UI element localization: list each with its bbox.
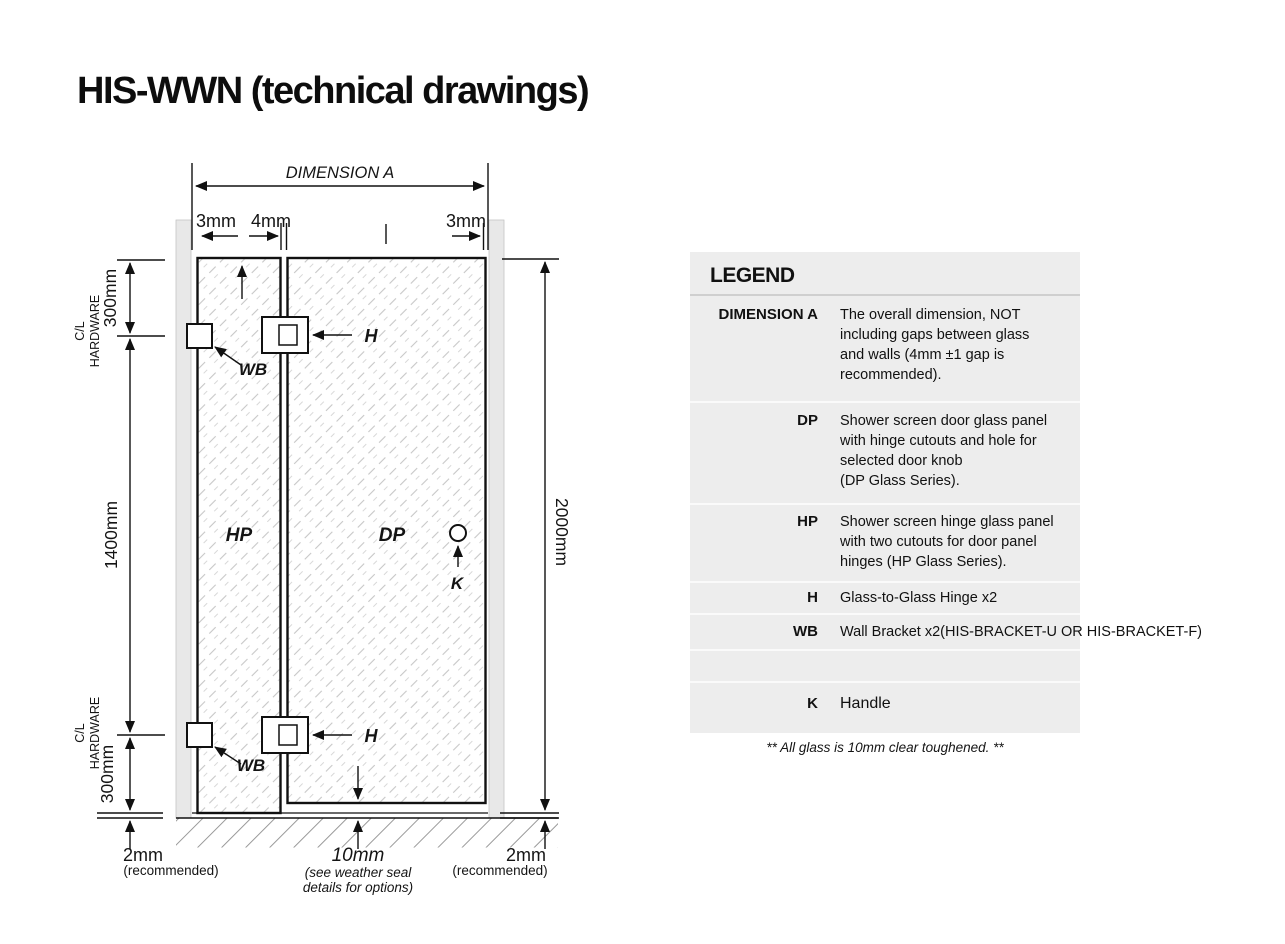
legend-row-dp — [690, 401, 1080, 503]
hinge-top-label: H — [364, 326, 378, 346]
legend-desc: Shower screen hinge glass panel with two cutouts for door panel hinges (HP Glass Series). — [840, 514, 1054, 570]
legend-header — [690, 252, 1080, 296]
legend-row-hp — [690, 503, 1080, 581]
legend-desc: Shower screen door glass panel with hinge cutouts and hole for selected door knob (DP Glass Series). — [840, 413, 1048, 489]
right-dimension — [500, 259, 559, 849]
hardware-span-middle-label: 1400mm — [101, 500, 121, 570]
panel-dp-label: DP — [378, 525, 406, 546]
glass-footnote: ** All glass is 10mm clear toughened. ** — [766, 740, 1004, 755]
hardware-offset-bottom-label: 300mm — [97, 744, 117, 804]
legend-key: DIMENSION A — [718, 306, 818, 323]
bracket-top-label: WB — [238, 360, 268, 379]
legend-key: DP — [797, 412, 818, 429]
height-total-label: 2000mm — [552, 497, 572, 567]
cl-hardware-top-line1: C/L — [73, 321, 87, 341]
legend-key: H — [807, 589, 818, 606]
legend-key: WB — [793, 623, 818, 640]
handle-label: K — [450, 574, 464, 593]
legend-row-h — [690, 581, 1080, 613]
gap-panels-label: 4mm — [251, 211, 291, 231]
floor-gap-center-label: 10mm — [331, 845, 385, 866]
gap-dimensions — [202, 223, 484, 250]
cl-hardware-top-line2: HARDWARE — [88, 294, 102, 368]
right-wall — [489, 220, 504, 818]
legend-title: LEGEND — [710, 264, 795, 287]
floor-gap-left-note: (recommended) — [123, 863, 219, 878]
cl-hardware-bottom-line1: C/L — [73, 723, 87, 743]
wall-bracket-bottom — [187, 723, 212, 747]
floor-gap-center-note1: (see weather seal — [304, 865, 412, 880]
cl-hardware-bottom-line2: HARDWARE — [88, 696, 102, 770]
page-title: HIS-WWN (technical drawings) — [77, 70, 589, 112]
legend-desc: Glass-to-Glass Hinge x2 — [840, 590, 998, 606]
floor-gap-right-label: 2mm — [506, 845, 546, 865]
legend-key: K — [807, 695, 818, 712]
handle-hole — [450, 525, 466, 541]
legend-desc: Handle — [840, 695, 891, 712]
legend-desc: The overall dimension, NOT including gaps between glass and walls (4mm ±1 gap is recommended). — [840, 307, 1030, 383]
floor-gap-left-label: 2mm — [123, 845, 163, 865]
panel-hp-label: HP — [225, 525, 253, 546]
floor-gap-center-note2: details for options) — [302, 880, 414, 895]
hardware-offset-top-label: 300mm — [100, 268, 120, 328]
gap-wall-left-label: 3mm — [196, 211, 236, 231]
wall-bracket-top — [187, 324, 212, 348]
legend-panel — [690, 252, 1203, 733]
legend-row-dimension-a — [690, 296, 1080, 401]
legend-row-k — [690, 681, 1080, 733]
gap-wall-right-label: 3mm — [446, 211, 486, 231]
dimension-a-label: DIMENSION A — [285, 164, 395, 182]
legend-key: HP — [797, 513, 818, 530]
legend-desc: Wall Bracket x2(HIS-BRACKET-U OR HIS-BRACKET-F) — [840, 624, 1203, 640]
hinge-bottom-label: H — [364, 726, 378, 746]
legend-row-spacer — [690, 649, 1080, 681]
floor-gap-right-note: (recommended) — [452, 863, 548, 878]
legend-row-wb — [690, 613, 1203, 649]
bracket-bottom-label: WB — [236, 756, 266, 775]
